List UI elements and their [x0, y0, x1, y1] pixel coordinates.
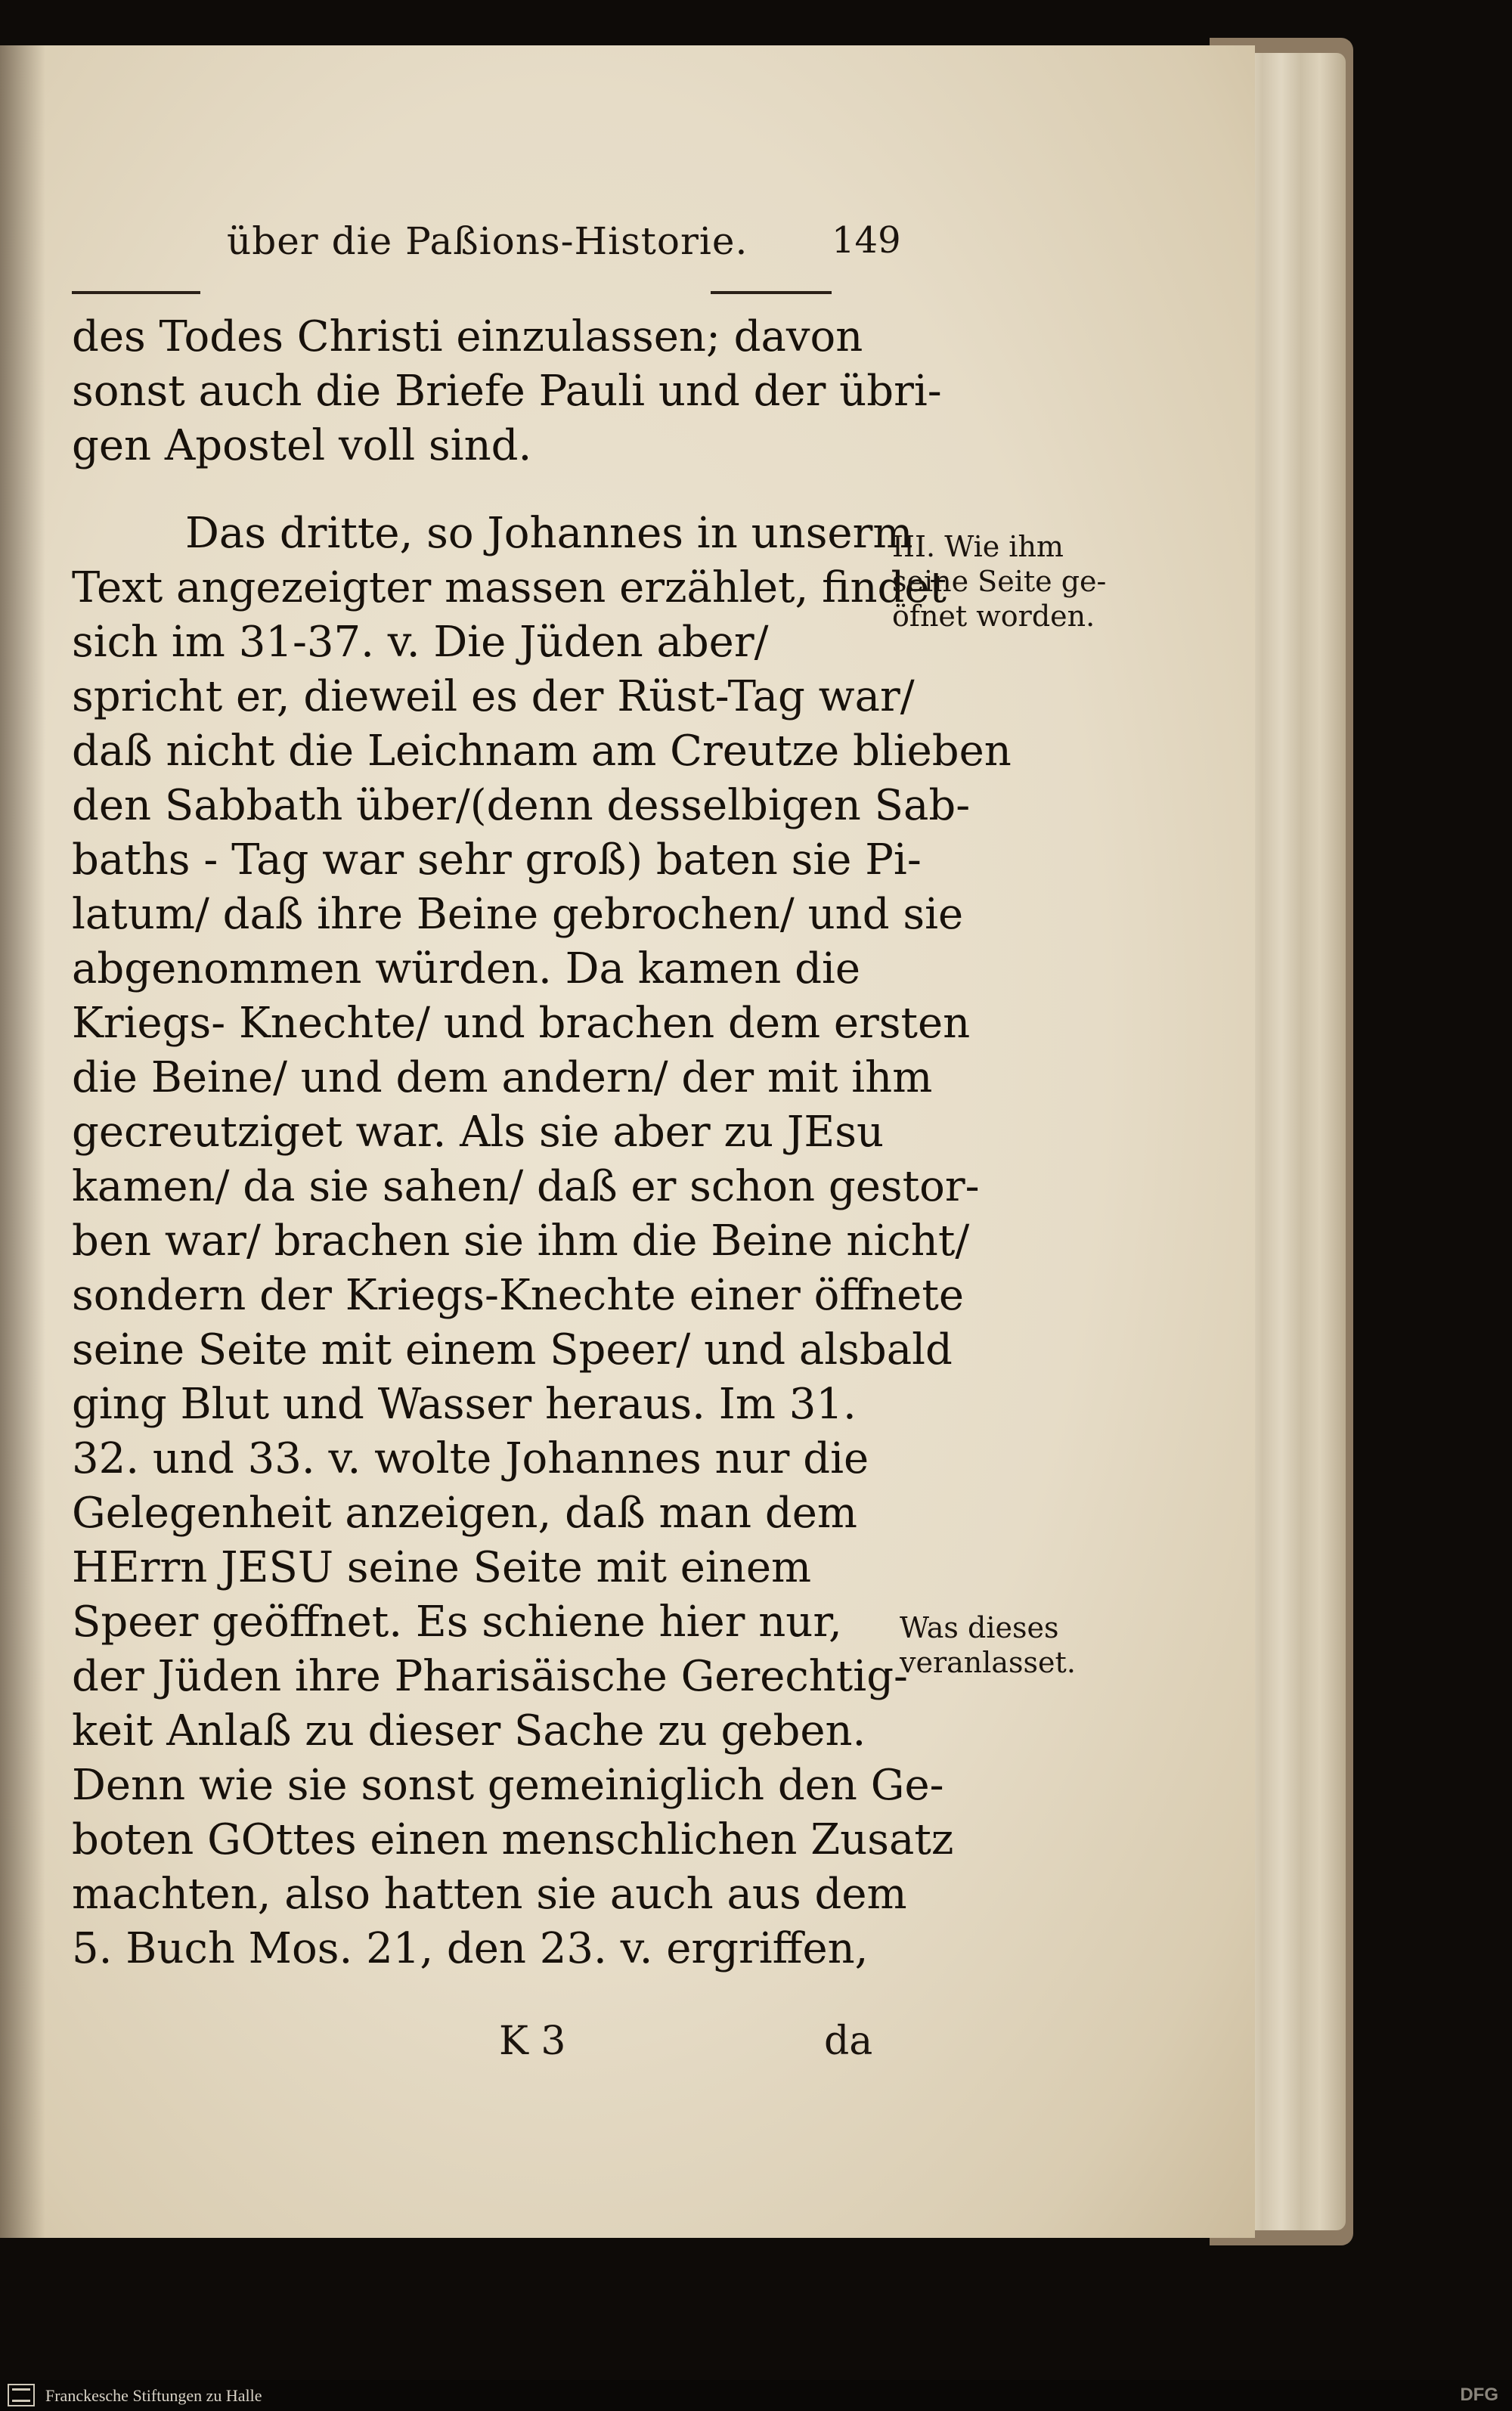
text-line: ging Blut und Wasser heraus. Im 31. — [72, 1380, 857, 1429]
page-number: 149 — [832, 219, 901, 262]
credit-bar — [0, 2380, 1512, 2411]
text-line: boten GOttes einen menschlichen Zusatz — [72, 1815, 954, 1864]
margin-note-occasion — [900, 1610, 1076, 1680]
text-line: keit Anlaß zu dieser Sache zu geben. — [72, 1706, 866, 1756]
text-line: Text angezeigter massen erzählet, findet — [72, 563, 947, 612]
text-line: kamen/ da sie sahen/ daß er schon gestor- — [72, 1162, 980, 1211]
text-line: Speer geöffnet. Es schiene hier nur, — [72, 1598, 842, 1647]
margin-note-line: seine Seite ge- — [892, 565, 1107, 598]
text-line: abgenommen würden. Da kamen die — [72, 944, 861, 993]
paragraph-gap — [72, 473, 888, 507]
text-line: Denn wie sie sonst gemeiniglich den Ge- — [72, 1761, 944, 1810]
funder-logo: DFG — [1460, 2385, 1498, 2405]
running-title: über die Paßions-Historie. — [227, 219, 748, 263]
header-rule-right — [711, 291, 832, 294]
margin-note-line: öfnet worden. — [892, 600, 1095, 633]
header-rule-left — [72, 291, 200, 294]
gutter-shadow — [0, 45, 45, 2238]
text-line: 5. Buch Mos. 21, den 23. v. ergriffen, — [72, 1924, 869, 1973]
margin-note-side-opened — [892, 529, 1106, 634]
text-line: 32. und 33. v. wolte Johannes nur die — [72, 1434, 869, 1483]
margin-note-line: Was dieses — [900, 1611, 1059, 1644]
margin-note-line: veranlasset. — [900, 1646, 1076, 1679]
text-line: der Jüden ihre Pharisäische Gerechtig- — [72, 1652, 908, 1701]
text-line: ben war/ brachen sie ihm die Beine nicht/ — [72, 1216, 970, 1266]
text-line: die Beine/ und dem andern/ der mit ihm — [72, 1053, 933, 1102]
text-line: baths - Tag war sehr groß) baten sie Pi- — [72, 835, 922, 885]
text-line: den Sabbath über/(denn desselbigen Sab- — [72, 781, 971, 830]
text-line: Gelegenheit anzeigen, daß man dem — [72, 1489, 857, 1538]
text-line: Das dritte, so Johannes in unserm — [185, 509, 913, 558]
catchword: da — [824, 2019, 873, 2064]
text-line: daß nicht die Leichnam am Creutze blieben — [72, 727, 1012, 776]
text-line: gecreutziget war. Als sie aber zu JEsu — [72, 1108, 885, 1157]
text-line: sondern der Kriegs-Knechte einer öffnete — [72, 1271, 964, 1320]
signature-mark: K 3 — [499, 2019, 566, 2064]
text-line: gen Apostel voll sind. — [72, 421, 532, 470]
page-header — [227, 219, 907, 280]
text-line: sonst auch die Briefe Pauli und der übri- — [72, 367, 942, 416]
text-line: Kriegs- Knechte/ und brachen dem ersten — [72, 999, 971, 1048]
text-line: machten, also hatten sie auch aus dem — [72, 1870, 907, 1919]
text-line: latum/ daß ihre Beine gebrochen/ und sie — [72, 890, 964, 939]
text-line: seine Seite mit einem Speer/ und alsbald — [72, 1325, 953, 1374]
institution-logo-icon — [8, 2384, 35, 2406]
institution-name: Franckesche Stiftungen zu Halle — [45, 2386, 262, 2405]
text-line: spricht er, dieweil es der Rüst-Tag war/ — [72, 672, 915, 721]
text-line: des Todes Christi einzulassen; davon — [72, 312, 863, 361]
text-line: sich im 31-37. v. Die Jüden aber/ — [72, 618, 769, 667]
text-line: HErrn JESU seine Seite mit einem — [72, 1543, 812, 1592]
margin-note-line: III. Wie ihm — [892, 530, 1064, 563]
